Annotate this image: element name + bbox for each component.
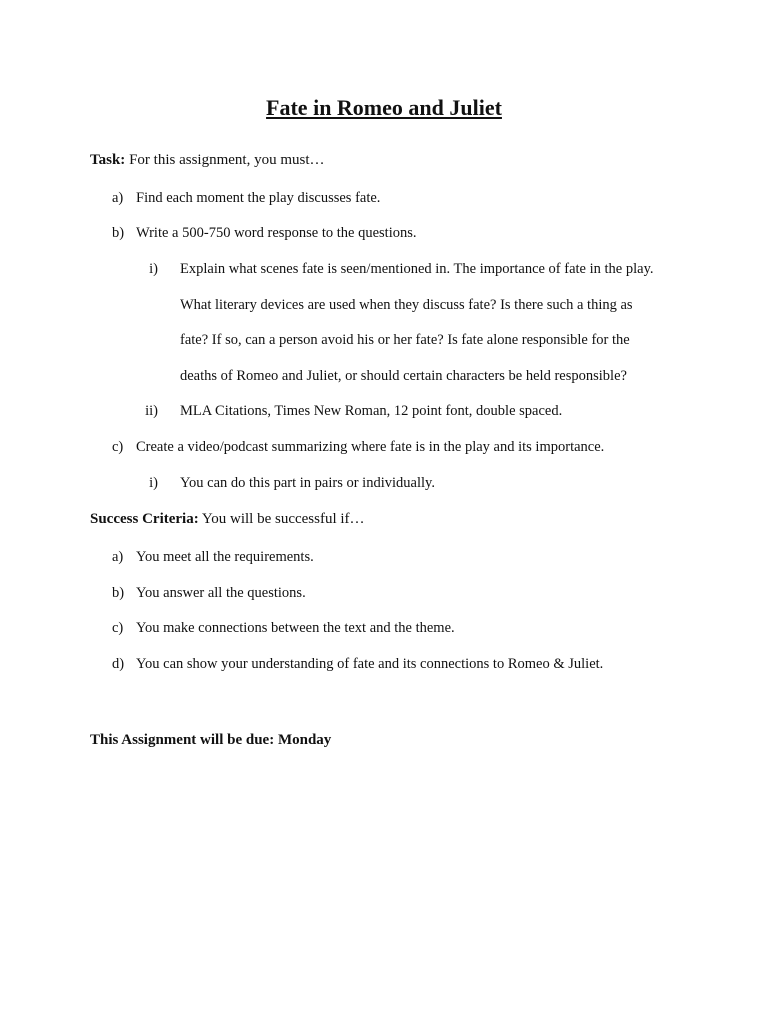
task-item-text: Create a video/podcast summarizing where fate is in the play and its importance. [136,439,605,455]
task-item-text: Find each moment the play discusses fate. [136,190,381,206]
success-item-text: You meet all the requirements. [136,549,314,565]
task-item-marker: c) [112,439,124,455]
success-item-marker: b) [112,585,125,601]
document-title: Fate in Romeo and Juliet [266,95,502,120]
task-subitem-marker: i) [149,261,158,277]
success-criteria-intro-text: You will be successful if… [198,511,365,527]
success-item-text: You make connections between the text and the theme. [136,620,455,636]
task-subitem-line: deaths of Romeo and Juliet, or should certain characters be held responsible? [180,368,627,384]
task-item-marker: a) [112,190,124,206]
task-subitem-line: You can do this part in pairs or individually. [180,475,435,491]
task-item-marker: b) [112,225,125,241]
success-criteria-heading [90,509,365,529]
task-item-text: Write a 500-750 word response to the questions. [136,225,417,241]
success-criteria-label: Success Criteria: [90,511,199,527]
due-date-line: This Assignment will be due: Monday [90,732,332,748]
task-heading [90,150,325,170]
success-item-marker: d) [112,656,125,672]
success-item-text: You can show your understanding of fate and its connections to Romeo & Juliet. [136,656,604,672]
task-intro-text: For this assignment, you must… [125,152,325,168]
task-subitem-line: fate? If so, can a person avoid his or her fate? Is fate alone responsible for the [180,332,630,348]
success-item-marker: a) [112,549,124,565]
task-subitem-line: MLA Citations, Times New Roman, 12 point font, double spaced. [180,403,563,419]
task-subitem-line: What literary devices are used when they discuss fate? Is there such a thing as [180,297,633,313]
task-label: Task: [90,152,126,168]
task-subitem-line: Explain what scenes fate is seen/mentioned in. The importance of fate in the play. [180,261,654,277]
success-item-text: You answer all the questions. [136,585,306,601]
task-subitem-marker: i) [149,475,158,491]
task-subitem-marker: ii) [145,403,158,419]
success-item-marker: c) [112,620,124,636]
